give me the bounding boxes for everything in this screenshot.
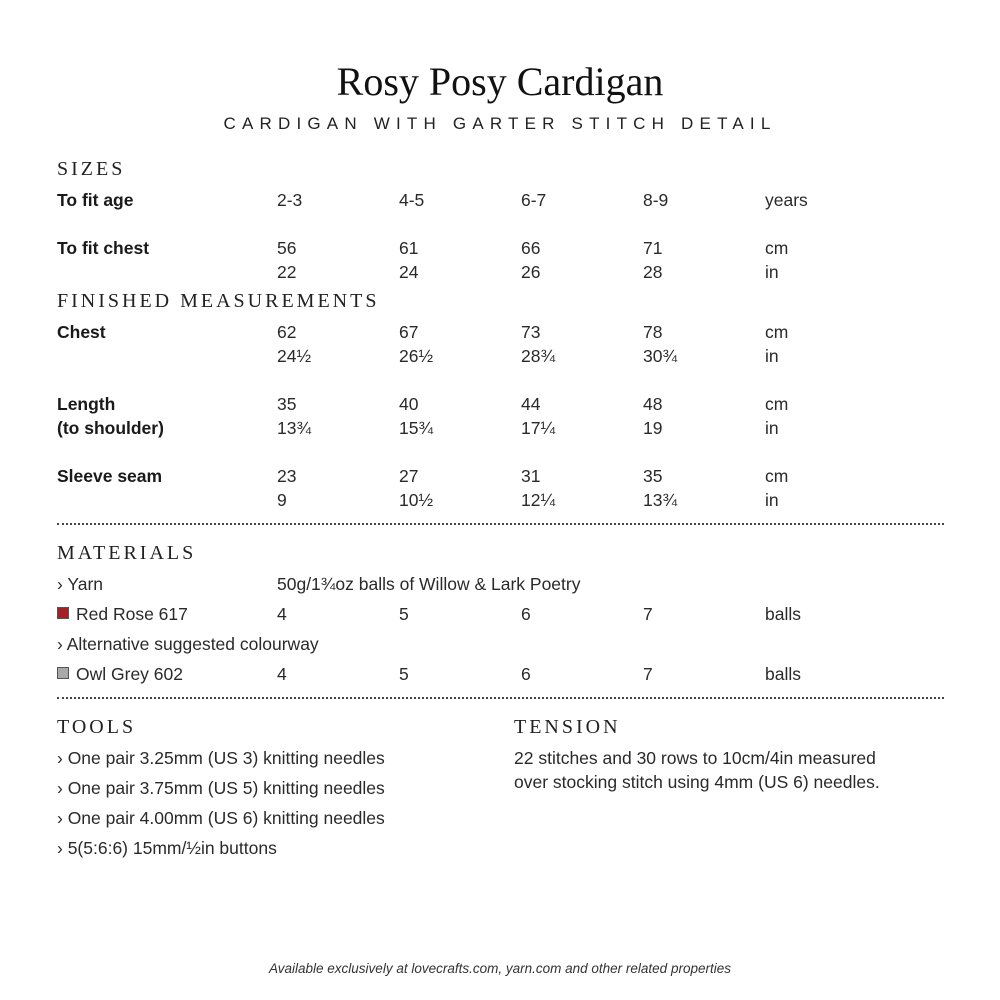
measurement-value: 31 xyxy=(521,466,541,486)
finished-measurements-heading: FINISHED MEASUREMENTS xyxy=(57,290,380,312)
size-value: 71 xyxy=(643,238,663,258)
unit-label: cm xyxy=(765,394,789,414)
measurement-value: 17¼ xyxy=(521,418,556,438)
footer-note: Available exclusively at lovecrafts.com, yarn.com and other related properties xyxy=(269,961,731,976)
ball-count: 5 xyxy=(399,604,409,624)
row-label: To fit chest xyxy=(57,238,150,258)
divider xyxy=(57,523,944,525)
measurement-value: 67 xyxy=(399,322,419,342)
row-label: Sleeve seam xyxy=(57,466,163,486)
ball-count: 6 xyxy=(521,664,531,684)
measurement-value: 15¾ xyxy=(399,418,434,438)
measurement-value: 40 xyxy=(399,394,419,414)
ball-count: 4 xyxy=(277,604,287,624)
yarn-label: › Yarn xyxy=(57,574,104,594)
unit-label: balls xyxy=(765,604,801,624)
sizes-heading: SIZES xyxy=(57,158,126,180)
size-value: 4-5 xyxy=(399,190,425,210)
row-label: (to shoulder) xyxy=(57,418,164,438)
measurement-value: 10½ xyxy=(399,490,434,510)
unit-label: in xyxy=(765,490,779,510)
measurement-value: 44 xyxy=(521,394,541,414)
size-value: 61 xyxy=(399,238,419,258)
unit-label: years xyxy=(765,190,808,210)
colourway-red-rose xyxy=(57,604,188,625)
tension-text-line: 22 stitches and 30 rows to 10cm/4in measured xyxy=(514,748,876,768)
colourway-owl-grey xyxy=(57,664,183,685)
colour-swatch-icon xyxy=(57,667,69,679)
tool-item: › One pair 3.75mm (US 5) knitting needles xyxy=(57,778,385,798)
measurement-value: 27 xyxy=(399,466,419,486)
alternative-colourway-label: › Alternative suggested colourway xyxy=(57,634,319,654)
colour-name: Red Rose 617 xyxy=(76,604,188,624)
row-label: Chest xyxy=(57,322,106,342)
measurement-value: 78 xyxy=(643,322,663,342)
colour-swatch-icon xyxy=(57,607,69,619)
measurement-value: 24½ xyxy=(277,346,312,366)
measurement-value: 73 xyxy=(521,322,541,342)
size-value: 26 xyxy=(521,262,541,282)
tool-item: › 5(5:6:6) 15mm/½in buttons xyxy=(57,838,277,858)
size-value: 22 xyxy=(277,262,297,282)
size-value: 6-7 xyxy=(521,190,547,210)
measurement-value: 30¾ xyxy=(643,346,678,366)
measurement-value: 13¾ xyxy=(277,418,312,438)
ball-count: 6 xyxy=(521,604,531,624)
unit-label: cm xyxy=(765,322,789,342)
unit-label: in xyxy=(765,346,779,366)
measurement-value: 26½ xyxy=(399,346,434,366)
unit-label: cm xyxy=(765,238,789,258)
row-label: Length xyxy=(57,394,116,414)
page-subtitle: CARDIGAN WITH GARTER STITCH DETAIL xyxy=(223,114,777,133)
ball-count: 5 xyxy=(399,664,409,684)
measurement-value: 12¼ xyxy=(521,490,556,510)
tools-heading: TOOLS xyxy=(57,716,137,738)
tension-text-line: over stocking stitch using 4mm (US 6) needles. xyxy=(514,772,880,792)
unit-label: in xyxy=(765,262,779,282)
size-value: 2-3 xyxy=(277,190,303,210)
tool-item: › One pair 3.25mm (US 3) knitting needles xyxy=(57,748,385,768)
measurement-value: 19 xyxy=(643,418,663,438)
size-value: 8-9 xyxy=(643,190,669,210)
row-label: To fit age xyxy=(57,190,134,210)
size-value: 66 xyxy=(521,238,541,258)
yarn-description: 50g/1¾oz balls of Willow & Lark Poetry xyxy=(277,574,581,594)
unit-label: in xyxy=(765,418,779,438)
measurement-value: 35 xyxy=(277,394,297,414)
unit-label: balls xyxy=(765,664,801,684)
measurement-value: 48 xyxy=(643,394,663,414)
ball-count: 7 xyxy=(643,604,653,624)
measurement-value: 28¾ xyxy=(521,346,556,366)
ball-count: 4 xyxy=(277,664,287,684)
ball-count: 7 xyxy=(643,664,653,684)
materials-heading: MATERIALS xyxy=(57,542,197,564)
tension-heading: TENSION xyxy=(514,716,621,738)
tool-item: › One pair 4.00mm (US 6) knitting needles xyxy=(57,808,385,828)
measurement-value: 23 xyxy=(277,466,297,486)
measurement-value: 13¾ xyxy=(643,490,678,510)
measurement-value: 62 xyxy=(277,322,297,342)
measurement-value: 9 xyxy=(277,490,287,510)
colour-name: Owl Grey 602 xyxy=(76,664,183,684)
measurement-value: 35 xyxy=(643,466,663,486)
size-value: 56 xyxy=(277,238,297,258)
size-value: 24 xyxy=(399,262,419,282)
divider xyxy=(57,697,944,699)
size-value: 28 xyxy=(643,262,663,282)
unit-label: cm xyxy=(765,466,789,486)
page-title: Rosy Posy Cardigan xyxy=(336,59,664,104)
